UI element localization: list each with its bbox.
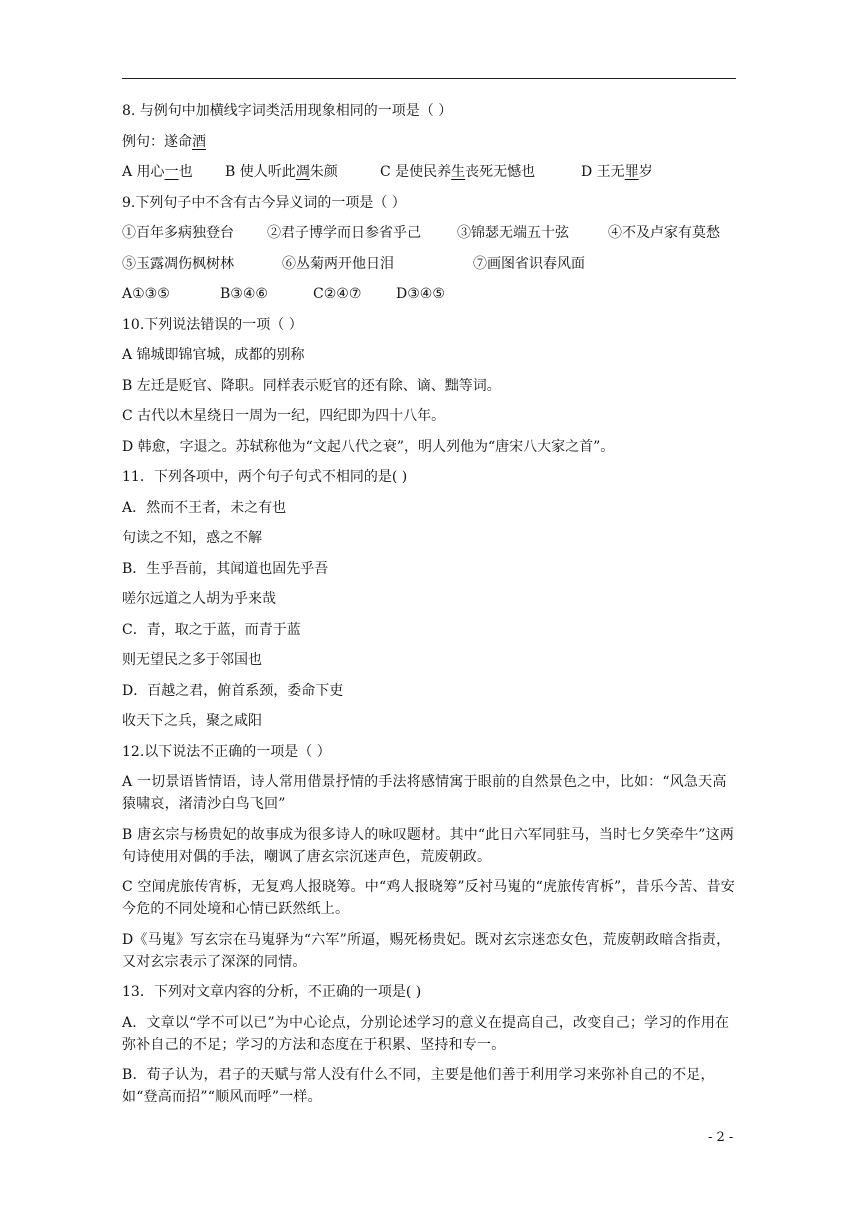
q9-row1 xyxy=(122,222,738,244)
q9-options xyxy=(122,283,738,305)
q11-option-d-2: 收天下之兵，聚之咸阳 xyxy=(122,713,262,729)
q8-example: 例句：遂命酒 xyxy=(122,133,206,150)
q9-item-1: ①百年多病独登台 xyxy=(122,225,234,241)
q11-option-b-1: B．生乎吾前，其闻道也固先乎吾 xyxy=(122,560,329,577)
q9-item-6: ⑥丛菊两开他日泪 xyxy=(282,255,394,272)
q9-item-4: ④不及卢家有莫愁 xyxy=(608,225,720,241)
q12-option-a: A 一切景语皆情语，诗人常用借景抒情的手法将感情寓于眼前的自然景色之中，比如：“风急天高猿啸哀，渚清沙白鸟飞回” xyxy=(122,774,727,812)
page-number: - 2 - xyxy=(708,1130,734,1145)
header-rule xyxy=(122,78,736,79)
q10-option-c: C 古代以木星绕日一周为一纪，四纪即为四十八年。 xyxy=(122,408,446,424)
q12-option-d: D《马嵬》写玄宗在马嵬驿为“六军”所逼，赐死杨贵妃。既对玄宗迷恋女色，荒废朝政暗含指责，又对玄宗表示了深深的同情。 xyxy=(122,931,731,970)
q9-item-7: ⑦画图省识春风面 xyxy=(473,255,585,272)
q12-option-c: C 空闻虎旅传宵柝，无复鸡人报晓筹。中“鸡人报晓筹”反衬马嵬的“虎旅传宵柝”，昔乐今苦、昔安今危的不同处境和心情已跃然纸上。 xyxy=(122,879,735,917)
q9-row2 xyxy=(122,253,738,275)
q11-option-a-2: 句读之不知，惑之不解 xyxy=(122,530,262,546)
q10-stem: 10.下列说法错误的一项（ ） xyxy=(122,316,303,333)
q8-option-d: D 王无罪岁 xyxy=(581,164,653,180)
q13-option-b: B．荀子认为，君子的天赋与常人没有什么不同，主要是他们善于利用学习来弥补自己的不足，如“登高而招”“顺风而呼”一样。 xyxy=(122,1067,715,1105)
q11-option-b-2: 嗟尔远道之人胡为乎来哉 xyxy=(122,591,276,607)
q11-option-a-1: A．然而不王者，未之有也 xyxy=(122,499,287,516)
q11-option-c-1: C．青，取之于蓝，而青于蓝 xyxy=(122,621,301,638)
q9-option-d: D③④⑤ xyxy=(396,286,445,302)
q8-stem: 8. 与例句中加横线字词类活用现象相同的一项是（ ） xyxy=(122,103,453,119)
q11-option-d-1: D．百越之君，俯首系颈，委命下吏 xyxy=(122,682,344,699)
q8-option-c: C 是使民养生丧死无憾也 xyxy=(380,164,536,180)
q13-option-a: A．文章以“学不可以已”为中心论点，分别论述学习的意义在提高自己，改变自己；学习的作用在弥补自己的不足；学习的方法和态度在于积累、坚持和专一。 xyxy=(122,1014,730,1053)
q13-stem: 13．下列对文章内容的分析，不正确的一项是( ) xyxy=(122,984,422,1000)
q9-item-5: ⑤玉露凋伤枫树林 xyxy=(122,255,234,272)
q9-option-c: C②④⑦ xyxy=(313,286,362,302)
q11-stem: 11．下列各项中，两个句子句式不相同的是( ) xyxy=(122,469,408,485)
q12-stem: 12.以下说法不正确的一项是（ ） xyxy=(122,743,331,760)
q11-option-c-2: 则无望民之多于邻国也 xyxy=(122,652,262,668)
q9-option-b: B③④⑥ xyxy=(220,286,268,302)
q9-stem: 9.下列句子中不含有古今异义词的一项是（ ） xyxy=(122,194,406,211)
q10-option-a: A 锦城即锦官城，成都的别称 xyxy=(122,347,305,363)
q10-option-d: D 韩愈，字退之。苏轼称他为“文起八代之衰”，明人列他为“唐宋八大家之首”。 xyxy=(122,438,615,455)
q9-item-2: ②君子博学而日参省乎己 xyxy=(267,225,421,241)
q8-option-b: B 使人听此凋朱颜 xyxy=(225,164,338,180)
q8-options xyxy=(122,161,738,183)
question-content xyxy=(122,100,738,1117)
q8-option-a: A 用心一也 xyxy=(122,164,193,180)
q10-option-b: B 左迁是贬官、降职。同样表示贬官的还有除、谪、黜等词。 xyxy=(122,377,501,394)
q12-option-b: B 唐玄宗与杨贵妃的故事成为很多诗人的咏叹题材。其中“此日六军同驻马，当时七夕笑牵牛”这两句诗使用对偶的手法，嘲讽了唐玄宗沉迷声色，荒废朝政。 xyxy=(122,826,735,865)
q9-option-a: A①③⑤ xyxy=(122,286,170,302)
q9-item-3: ③锦瑟无端五十弦 xyxy=(457,225,569,241)
